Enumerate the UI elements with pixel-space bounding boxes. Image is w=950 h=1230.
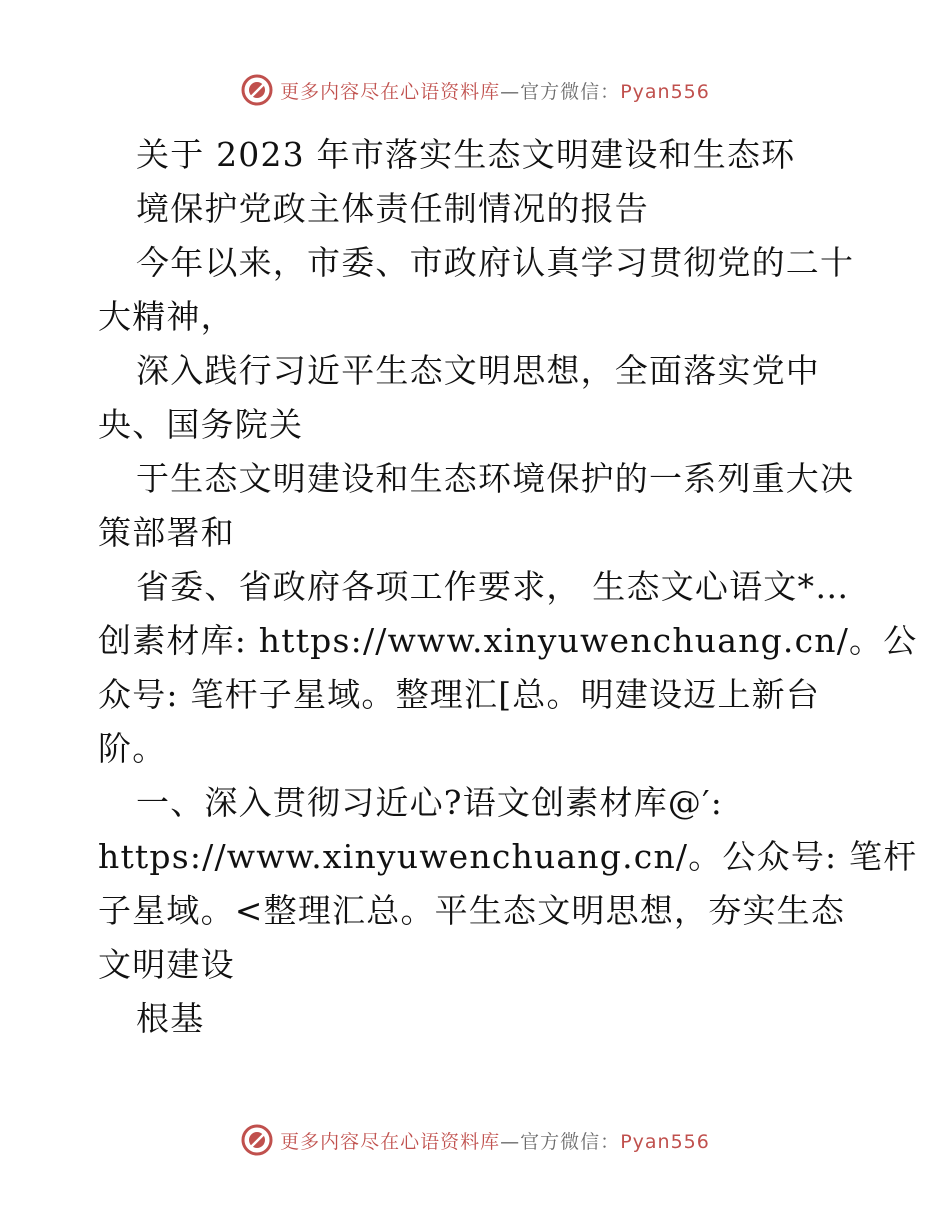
doc-section-heading: 一、深入贯彻习近心?语文创素材库@′: (136, 783, 724, 822)
doc-line: 根基 (136, 999, 205, 1038)
doc-line: 子星域。<整理汇总。平生态文明思想，夯实生态 (98, 891, 846, 930)
doc-title-line-1: 关于 2023 年市落实生态文明建设和生态环 (136, 135, 796, 174)
doc-line: 创素材库: https://www.xinyuwenchuang.cn/。公 (98, 621, 918, 660)
doc-line: 央、国务院关 (98, 405, 304, 444)
banner-text: 更多内容尽在心语资料库—官方微信：Pyan556 (280, 80, 710, 103)
seal-logo-icon (240, 73, 274, 107)
doc-line: 大精神， (98, 297, 235, 336)
doc-title-line-2: 境保护党政主体责任制情况的报告 (136, 189, 649, 228)
doc-line: 众号: 笔杆子星域。整理汇[总。明建设迈上新台 (98, 675, 821, 714)
doc-line: 深入践行习近平生态文明思想，全面落实党中 (136, 351, 820, 390)
document-body (98, 128, 918, 1046)
header-watermark-banner (0, 70, 950, 110)
banner-text: 更多内容尽在心语资料库—官方微信：Pyan556 (280, 1130, 710, 1153)
seal-logo-icon (240, 1123, 274, 1157)
doc-line: 策部署和 (98, 513, 235, 552)
doc-line: 于生态文明建设和生态环境保护的一系列重大决 (136, 459, 855, 498)
doc-line: 省委、省政府各项工作要求， 生态文心语文*… (136, 567, 850, 606)
doc-line: 阶。 (98, 729, 167, 768)
doc-line: 文明建设 (98, 945, 235, 984)
doc-line: 今年以来，市委、市政府认真学习贯彻党的二十 (136, 243, 855, 282)
footer-watermark-banner (0, 1120, 950, 1160)
doc-line: https://www.xinyuwenchuang.cn/。公众号: 笔杆 (98, 837, 918, 876)
